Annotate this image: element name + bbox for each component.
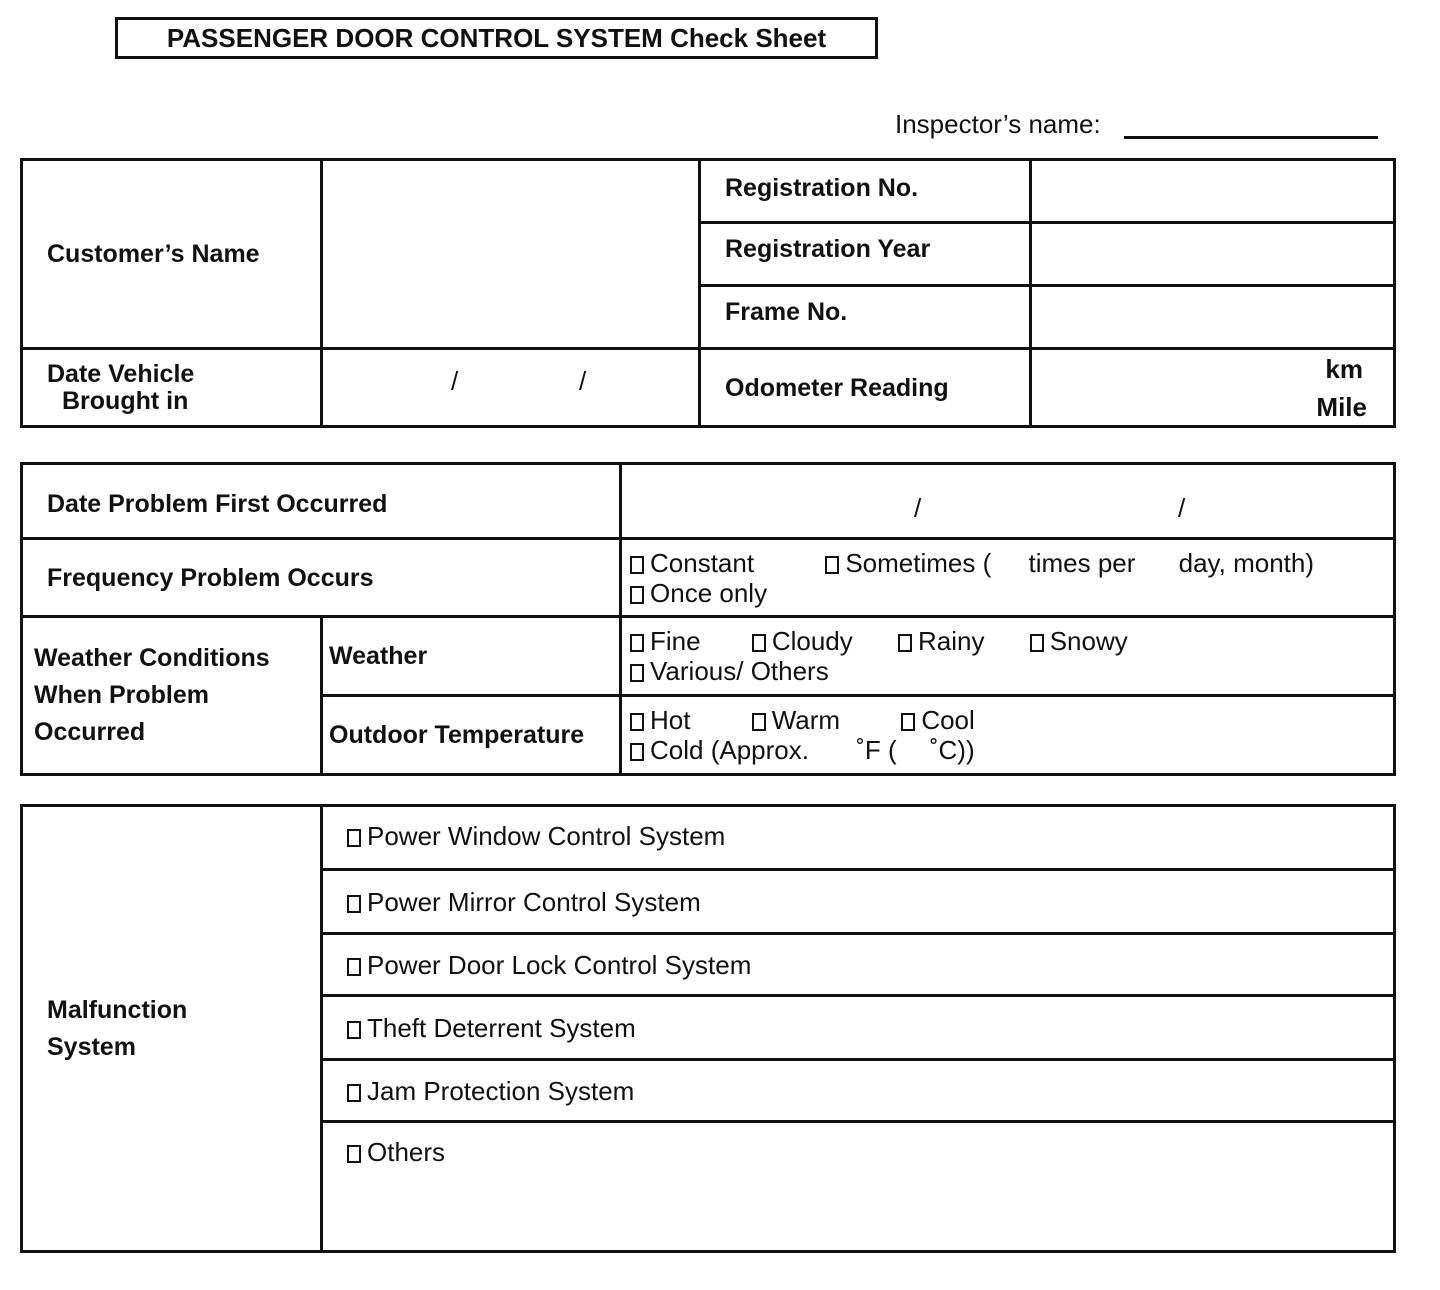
checkbox[interactable] [1030, 634, 1044, 652]
odometer-reading-field[interactable] [1031, 349, 1395, 427]
date-separator: / [579, 366, 587, 396]
checkbox[interactable] [630, 743, 644, 761]
checkbox[interactable] [347, 958, 361, 976]
checkbox[interactable] [347, 1021, 361, 1039]
customer-name-label: Customer’s Name [22, 160, 322, 349]
malfunction-system-label-line1: Malfunction [47, 995, 188, 1024]
temperature-warm-option[interactable]: Warm [752, 705, 840, 735]
weather-fine-option[interactable]: Fine [630, 626, 701, 656]
registration-year-field[interactable] [1031, 223, 1395, 286]
date-separator: / [451, 366, 459, 396]
date-first-occurred-field[interactable] [621, 464, 1395, 539]
date-brought-in-label-line2: Brought in [62, 386, 189, 415]
date-brought-in-field[interactable] [322, 349, 700, 427]
registration-no-label: Registration No. [700, 160, 1031, 223]
odometer-reading-label: Odometer Reading [700, 349, 1031, 427]
malfunction-option-power-window[interactable]: Power Window Control System [322, 806, 1395, 870]
outdoor-temperature-label: Outdoor Temperature [322, 696, 621, 775]
temperature-cold-option[interactable]: Cold (Approx. [630, 735, 809, 765]
date-brought-in-label [22, 349, 322, 427]
weather-rainy-option[interactable]: Rainy [898, 626, 984, 656]
temperature-options [621, 696, 1395, 775]
checkbox[interactable] [752, 634, 766, 652]
weather-options [621, 617, 1395, 696]
malfunction-option-others[interactable]: Others [322, 1122, 1395, 1252]
date-first-occurred-label: Date Problem First Occurred [22, 464, 621, 539]
weather-snowy-option[interactable]: Snowy [1030, 626, 1128, 656]
frequency-constant-option[interactable]: Constant [630, 548, 754, 578]
odometer-unit-mile: Mile [1316, 392, 1367, 422]
degrees-celsius-text: ˚C)) [929, 735, 975, 765]
inspector-name-field[interactable] [1124, 136, 1378, 139]
checkbox[interactable] [630, 634, 644, 652]
malfunction-option-theft-deterrent[interactable]: Theft Deterrent System [322, 996, 1395, 1060]
frequency-once-only-option[interactable]: Once only [630, 578, 767, 608]
registration-no-field[interactable] [1031, 160, 1395, 223]
weather-conditions-label [22, 617, 322, 775]
registration-year-label: Registration Year [700, 223, 1031, 286]
checkbox[interactable] [630, 713, 644, 731]
weather-various-option[interactable]: Various/ Others [630, 656, 829, 686]
date-separator: / [1178, 493, 1186, 523]
checkbox[interactable] [901, 713, 915, 731]
customer-name-field[interactable] [322, 160, 700, 349]
weather-conditions-label-line3: Occurred [34, 718, 146, 746]
odometer-unit-km: km [1325, 354, 1363, 384]
frequency-sometimes-option[interactable]: Sometimes ( [825, 548, 991, 578]
checkbox[interactable] [347, 1084, 361, 1102]
malfunction-option-power-door-lock[interactable]: Power Door Lock Control System [322, 934, 1395, 996]
malfunction-system-label-line2: System [47, 1032, 136, 1061]
checkbox[interactable] [630, 586, 644, 604]
vehicle-info-table [20, 158, 1396, 428]
date-separator: / [914, 493, 922, 523]
checkbox[interactable] [752, 713, 766, 731]
inspector-name-label: Inspector’s name: [895, 109, 1101, 139]
temperature-hot-option[interactable]: Hot [630, 705, 690, 735]
day-month-text: day, month) [1178, 547, 1314, 578]
checkbox[interactable] [347, 895, 361, 913]
checkbox[interactable] [630, 556, 644, 574]
frequency-options [621, 539, 1395, 617]
check-sheet-title: PASSENGER DOOR CONTROL SYSTEM Check Sheet [115, 17, 878, 59]
checkbox[interactable] [898, 634, 912, 652]
weather-conditions-label-line2: When Problem [34, 681, 210, 709]
malfunction-system-table [20, 804, 1396, 1253]
frame-no-label: Frame No. [700, 286, 1031, 349]
date-brought-in-label-line1: Date Vehicle [47, 359, 195, 388]
weather-cloudy-option[interactable]: Cloudy [752, 626, 853, 656]
problem-conditions-table [20, 462, 1396, 776]
degrees-fahrenheit-text: ˚F ( [856, 735, 897, 765]
checkbox[interactable] [630, 664, 644, 682]
checkbox[interactable] [825, 556, 839, 574]
weather-conditions-label-line1: Weather Conditions [34, 644, 270, 672]
malfunction-option-jam-protection[interactable]: Jam Protection System [322, 1060, 1395, 1122]
malfunction-option-power-mirror[interactable]: Power Mirror Control System [322, 870, 1395, 934]
weather-label: Weather [322, 617, 621, 696]
frame-no-field[interactable] [1031, 286, 1395, 349]
temperature-cool-option[interactable]: Cool [901, 705, 974, 735]
malfunction-system-label [22, 806, 322, 1252]
checkbox[interactable] [347, 1145, 361, 1163]
times-per-text: times per [1028, 547, 1136, 578]
frequency-label: Frequency Problem Occurs [22, 539, 621, 617]
checkbox[interactable] [347, 829, 361, 847]
